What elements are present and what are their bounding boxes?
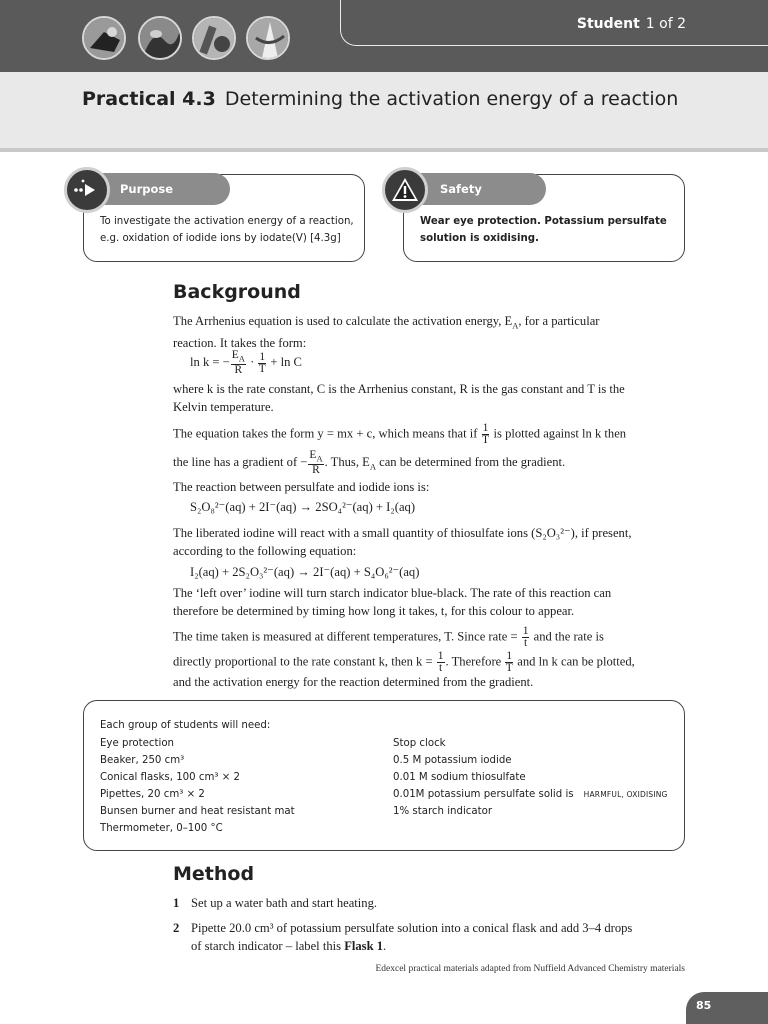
background-paragraph-3 [173, 423, 688, 476]
title-band [0, 72, 768, 150]
header-photo-4 [246, 16, 290, 60]
req-left-1: Eye protection [100, 738, 175, 749]
req-right-2: 0.5 M potassium iodide [393, 755, 512, 766]
p7-d: . Therefore [445, 654, 505, 669]
p7-f: and the activation energy for the reaction determined from the gradient. [173, 675, 534, 689]
step-1-text: Set up a water bath and start heating. [191, 896, 378, 910]
arrhenius-equation [190, 350, 302, 376]
p2-line1: where k is the rate constant, C is the Arrhenius constant, R is the gas constant and T is the [173, 382, 625, 396]
student-label: Student [576, 16, 640, 32]
purpose-text [100, 213, 354, 247]
step-2-flask-label: Flask 1 [344, 938, 384, 953]
p7-frac2-num: 1 [437, 650, 444, 662]
hazard-label: HARMFUL, OXIDISING [583, 790, 668, 799]
persulfate-iodide-equation: S₂O₈²⁻(aq) + 2I⁻(aq) → 2SO₄²⁻(aq) + I₂(aq) [190, 500, 416, 514]
p7-b: and the rate is [530, 629, 604, 644]
eq1-num2: 1 [259, 350, 266, 363]
purpose-label: Purpose [84, 173, 230, 205]
eq1-num: E [231, 349, 239, 361]
background-paragraph-1 [173, 313, 688, 353]
p7-frac3-den: T [505, 662, 513, 674]
page-number: 85 [696, 999, 712, 1012]
background-paragraph-2 [173, 381, 688, 416]
p7-c: directly proportional to the rate constant k, then k = [173, 654, 436, 669]
header-photo-3 [192, 16, 236, 60]
requirements-right-list [393, 735, 668, 820]
p3-frac2-den: R [312, 464, 320, 477]
p3-frac2-num: E [309, 449, 317, 461]
warning-icon [382, 167, 428, 213]
req-left-2: Beaker, 250 cm³ [100, 755, 185, 766]
p7-frac-den: t [523, 637, 528, 649]
req-left-5: Bunsen burner and heat resistant mat [100, 806, 295, 817]
eq1-num-sub: A [238, 353, 245, 364]
p1-sub: A [512, 320, 519, 331]
req-right-1: Stop clock [393, 738, 446, 749]
p3-frac-num: 1 [482, 422, 489, 434]
purpose-line-2: e.g. oxidation of iodide ions by iodate(V) [4.3g] [100, 233, 341, 244]
step-2-line-2c: . [383, 938, 387, 953]
header-photo-2 [138, 16, 182, 60]
header-photo-1 [82, 16, 126, 60]
purpose-line-1: To investigate the activation energy of a reaction, [100, 216, 354, 227]
p7-e: and ln k can be plotted, [514, 654, 635, 669]
eq1-right: + ln C [267, 355, 302, 370]
method-step-2 [173, 920, 632, 955]
req-left-6: Thermometer, 0–100 °C [100, 823, 223, 834]
background-paragraph-5 [173, 525, 688, 560]
eq1-den2: T [258, 362, 266, 375]
p7-frac3-num: 1 [506, 650, 513, 662]
p3-frac-den: T [481, 434, 490, 446]
req-left-4: Pipettes, 20 cm³ × 2 [100, 789, 205, 800]
method-heading: Method [173, 863, 255, 885]
background-paragraph-4: The reaction between persulfate and iodide ions is: [173, 480, 430, 494]
p3-c: the line has a gradient of − [173, 455, 308, 470]
p5-line2: according to the following equation: [173, 543, 357, 558]
p6-line2: therefore be determined by timing how long it takes, t, for this colour to appear. [173, 603, 575, 618]
page-of-label: 1 of 2 [645, 16, 686, 32]
step-2-number: 2 [173, 921, 180, 935]
practical-number: Practical 4.3 [82, 88, 216, 110]
p3-a: The equation takes the form y = mx + c, which means that if [173, 426, 481, 441]
eq1-den: R [234, 364, 243, 377]
p3-b: is plotted against ln k then [490, 426, 627, 441]
safety-line-1: Wear eye protection. Potassium persulfate [420, 216, 667, 227]
practical-title: Determining the activation energy of a reaction [224, 88, 679, 110]
p5-line1: The liberated iodine will react with a small quantity of thiosulfate ions (S₂O₃²⁻), if present, [173, 526, 632, 540]
background-heading: Background [173, 281, 301, 303]
p2-line2: Kelvin temperature. [173, 399, 274, 414]
requirements-intro: Each group of students will need: [100, 720, 271, 731]
p3-d: . Thus, E [324, 455, 370, 470]
background-paragraph-6 [173, 585, 688, 620]
p3-d-sub: A [369, 461, 376, 472]
req-right-3: 0.01 M sodium thiosulfate [393, 772, 526, 783]
safety-text [420, 213, 667, 247]
iodine-thiosulfate-equation: I₂(aq) + 2S₂O₃²⁻(aq) → 2I⁻(aq) + S₄O₆²⁻(aq) [190, 565, 420, 579]
p1-line1-end: , for a particular [518, 314, 600, 328]
footer-source: Edexcel practical materials adapted from Nuffield Advanced Chemistry materials [375, 964, 685, 974]
p1-line1: The Arrhenius equation is used to calculate the activation energy, E [173, 314, 513, 328]
eq1-dot: · [246, 355, 258, 370]
eq1-left: ln k = − [190, 355, 230, 370]
req-right-5: 1% starch indicator [393, 806, 493, 817]
safety-label: Safety [404, 173, 546, 205]
p7-frac2-den: t [439, 662, 443, 674]
header-tab [340, 0, 768, 46]
p1-line2: reaction. It takes the form: [173, 336, 307, 351]
safety-line-2: solution is oxidising. [420, 233, 539, 244]
method-step-1 [173, 895, 377, 913]
p3-e: can be determined from the gradient. [375, 455, 566, 470]
step-2-line-1: Pipette 20.0 cm³ of potassium persulfate solution into a conical flask and add 3–4 drops [191, 921, 633, 935]
page-title [82, 88, 678, 110]
p6-line1: The ‘left over’ iodine will turn starch indicator blue-black. The rate of this reaction can [173, 586, 612, 600]
arrow-icon [64, 167, 110, 213]
step-1-number: 1 [173, 896, 180, 910]
req-left-3: Conical flasks, 100 cm³ × 2 [100, 772, 240, 783]
title-rule [0, 148, 768, 152]
req-right-4: 0.01M potassium persulfate solid is [393, 789, 574, 800]
p3-frac2-num-sub: A [316, 453, 323, 464]
requirements-left-list [100, 735, 295, 837]
student-page-indicator [577, 16, 686, 32]
p7-a: The time taken is measured at different temperatures, T. Since rate = [173, 629, 521, 644]
p7-frac-num: 1 [522, 625, 529, 637]
background-paragraph-7 [173, 626, 688, 692]
step-2-line-2a: of starch indicator – label this [191, 938, 345, 953]
